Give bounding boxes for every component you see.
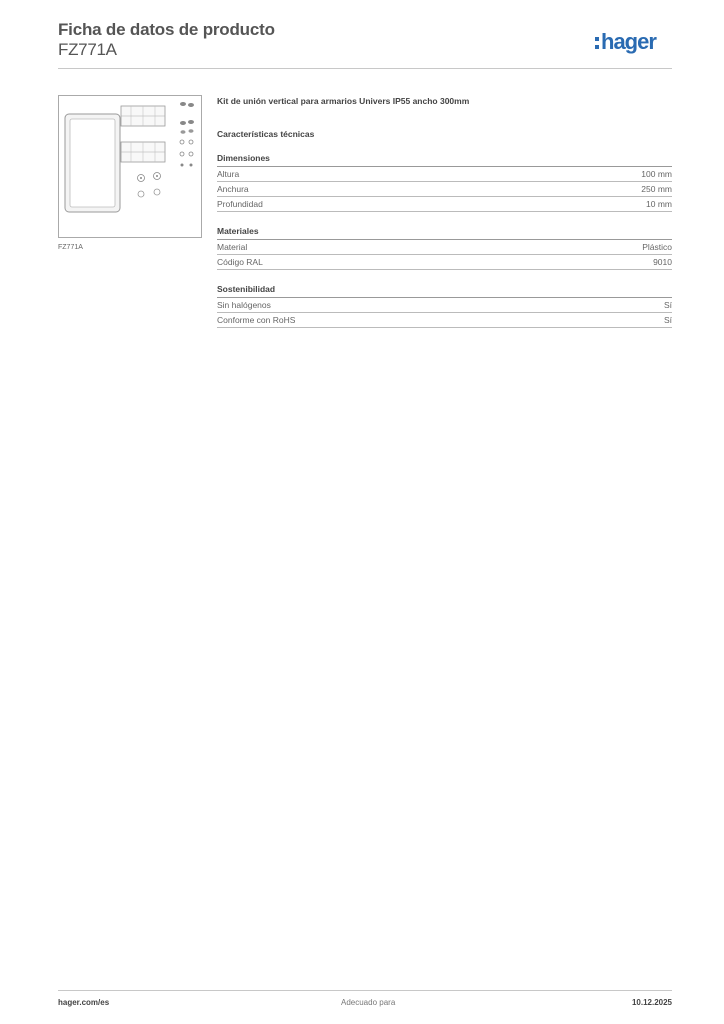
row-value: Sí [663,315,672,325]
table-row [217,182,672,197]
row-value: 9010 [653,257,672,267]
footer-divider [58,990,672,991]
group-heading: Materiales [217,226,672,240]
footer-date: 10.12.2025 [631,998,672,1007]
row-label: Anchura [217,184,249,194]
group-dimensions [217,153,672,212]
logo-text: hager [601,29,656,54]
table-row [217,255,672,270]
product-illustration [59,96,203,239]
header-divider [58,68,672,69]
table-row [217,313,672,328]
group-materials [217,226,672,270]
product-description: Kit de unión vertical para armarios Univers IP55 ancho 300mm [217,96,470,106]
row-value: 10 mm [646,199,672,209]
footer-center-text: Adecuado para [341,998,396,1007]
product-details [217,96,672,328]
product-code: FZ771A [58,40,117,59]
table-row [217,197,672,212]
hager-logo [594,26,674,60]
row-label: Profundidad [217,199,263,209]
page-title: Ficha de datos de producto [58,20,275,39]
row-value: 100 mm [641,169,672,179]
table-row [217,298,672,313]
row-label: Código RAL [217,257,263,267]
product-image [58,95,202,238]
group-heading: Dimensiones [217,153,672,167]
row-label: Altura [217,169,240,179]
group-heading: Sostenibilidad [217,284,672,298]
row-label: Conforme con RoHS [217,315,296,325]
row-value: 250 mm [641,184,672,194]
row-value: Sí [663,300,672,310]
characteristics-heading: Características técnicas [217,129,315,139]
row-label: Sin halógenos [217,300,271,310]
row-label: Material [217,242,248,252]
row-value: Plástico [642,242,672,252]
table-row [217,167,672,182]
group-sustainability [217,284,672,328]
table-row [217,240,672,255]
footer-website: hager.com/es [58,998,110,1007]
image-caption: FZ771A [58,244,83,251]
